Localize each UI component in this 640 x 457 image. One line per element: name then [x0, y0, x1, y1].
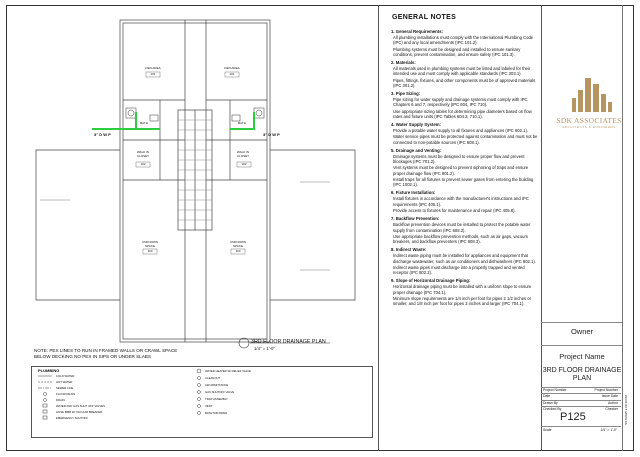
- legend-item: WATER HEATER W/ RELIEF VALVE: [205, 369, 251, 373]
- note-heading: 4. Water Supply System:: [391, 122, 441, 128]
- note-heading: 6. Fixture Installation:: [391, 190, 436, 196]
- legend-header: PLUMBING: [38, 368, 60, 373]
- note-paragraph: Pipes, fittings, fixtures, and other components must be of approved materials (IPC 301.2).: [393, 77, 536, 88]
- drawing-scale: 1/4" = 1'-0": [254, 346, 275, 351]
- note-paragraph: Backflow prevention devices must be installed to protect the potable water supply from contamination (IPC 608.2).: [393, 222, 531, 233]
- note-paragraph: Water service pipes must be protected against contamination and must not be connected to non-potable sources (IPC 608.1).: [393, 134, 538, 145]
- info-row: Date Issue Date: [541, 393, 621, 399]
- legend-item: SEWER LINE: [56, 386, 74, 390]
- note-paragraph: Use appropriate sizing tables for determining pipe diameters based on flow rates and fixture units (IPC Tables 604.3, 710.1).: [393, 108, 532, 119]
- room-number: 103: [147, 249, 153, 253]
- note-heading: 7. Backflow Prevention:: [391, 216, 440, 222]
- note-paragraph: Provide access to fixtures for maintenance and repair (IPC 405.8).: [393, 207, 516, 213]
- note-heading: 2. Materials:: [391, 60, 416, 66]
- notes-divider: [378, 5, 379, 451]
- owner-name: Owner: [570, 327, 594, 336]
- room-label: DEN AREA: [224, 66, 240, 70]
- title-divider: [541, 322, 622, 323]
- note-paragraph: Use appropriate backflow prevention methods, such as air gaps, vacuum breakers, and backflow preventers (IPC 608.3).: [393, 233, 529, 244]
- pipe-size-label-right: 3" D W P: [263, 132, 280, 137]
- note-paragraph: Plumbing systems must be designed and installed to ensure sanitary conditions, prevent contamination, and ensure safety (IPC 101.3).: [393, 46, 521, 57]
- room-label: BATH: [140, 121, 148, 125]
- note-paragraph: Pipe sizing for water supply and drainage systems must comply with IPC Chapters 6 and 7, respectively (IPC 604, IPC 710).: [393, 97, 528, 108]
- title-info-table: [541, 387, 621, 412]
- room-number: 101: [229, 72, 235, 76]
- note-paragraph: Indirect waste piping must be installed for appliances and equipment that discharge wastewater, such as air conditioners and dishwashers (IPC 802.1).: [393, 253, 536, 264]
- note-paragraph: Horizontal drainage piping must be installed with a uniform slope to ensure proper drainage (IPC 704.1).: [393, 284, 532, 295]
- legend-item: BATHTUB DRAIN: [205, 411, 228, 415]
- legend-item: AIR ADMITTANCE: [205, 383, 229, 387]
- note-heading: 1. General Requirements:: [391, 29, 444, 34]
- info-row: Checked By Checker: [541, 406, 621, 412]
- note-paragraph: Vent systems must be designed to prevent siphoning of traps and ensure proper drainage flow (IPC 901.2).: [393, 165, 529, 176]
- room-number: 103: [235, 249, 241, 253]
- room-label: BATH: [238, 121, 246, 125]
- legend-item: GAS SHUTOFF VALVE: [205, 390, 235, 394]
- note-heading: 9. Slope of Horizontal Drainage Piping:: [391, 278, 471, 284]
- note-paragraph: All plumbing installations must comply with the International Plumbing Code (IPC) and any local amendments (IPC 101.2).: [393, 35, 534, 46]
- pipe-size-label-left: 3" D W P: [94, 132, 111, 137]
- general-notes: [382, 26, 540, 431]
- company-name: SDK ASSOCIATES: [556, 116, 622, 125]
- room-label: WALK IN CLOSET: [136, 150, 150, 158]
- note-paragraph: Indirect waste pipes must discharge into a properly trapped and vented receptor (IPC 802.2).: [393, 264, 525, 275]
- room-label: DEN AREA: [145, 66, 161, 70]
- room-number: 102: [241, 162, 247, 166]
- legend-item: TRAP ASSEMBLY: [205, 397, 228, 401]
- room-label: UNKNOWN SPACE: [230, 240, 246, 248]
- info-row: Project Number Project Number: [541, 387, 621, 393]
- legend-item: CLEANOUT: [205, 376, 221, 380]
- general-notes-title: GENERAL NOTES: [392, 14, 457, 21]
- room-number: 101: [150, 72, 156, 76]
- legend-item: COLD WATER: [56, 374, 75, 378]
- legend-item: HOT WATER: [56, 380, 73, 384]
- legend-item: VENT: [205, 404, 213, 408]
- note-paragraph: Drainage systems must be designed to ensure proper flow and prevent blockages (IPC 701.2).: [393, 154, 525, 165]
- plumbing-legend: [31, 366, 373, 438]
- sheet-title: 3RD FLOOR DRAINAGE PLAN: [542, 367, 622, 382]
- legend-item: FLOOR DRAIN: [56, 392, 76, 396]
- print-timestamp: 5/17/2025 1:00:40 PM: [624, 395, 628, 425]
- drawing-title: 3RD FLOOR DRAINAGE PLAN: [251, 339, 326, 345]
- note-heading: 8. Indirect Waste:: [391, 247, 427, 253]
- note-heading: 5. Drainage and Venting:: [391, 147, 442, 153]
- sheet-number: P125: [560, 411, 586, 423]
- note-paragraph: Minimum slope requirements are 1/4 inch per foot for pipes 2 1/2 inches or smaller, and 1/8 inch per foot for pipes 3 inches and larger (IPC 704.1).: [393, 295, 532, 306]
- room-number: 102: [140, 162, 146, 166]
- info-row: Drawn By Author: [541, 400, 621, 406]
- company-tagline: ARCHITECTS & ENGINEERS: [562, 125, 616, 129]
- note-paragraph: All materials used in plumbing systems must be listed and labeled for their intended use and must comply with applicable standards (IPC 303.1).: [393, 66, 531, 77]
- scale-row: Scale 1/4" = 1'-0": [541, 426, 621, 433]
- legend-item: HOSE BIBB W/ VACUUM BREAKER: [56, 410, 103, 414]
- note-paragraph: Install traps for all fixtures to prevent sewer gases from entering the building (IPC 1002.1).: [393, 176, 534, 188]
- note-paragraph: Provide a potable water supply to all fixtures and appliances (IPC 602.1).: [393, 128, 529, 134]
- note-heading: 3. Pipe Sizing:: [391, 91, 421, 97]
- room-label: WALK IN CLOSET: [236, 150, 250, 158]
- legend-item: DRAIN: [56, 398, 65, 402]
- border-line: [622, 5, 623, 451]
- legend-item: EMERGENCY SHUTOFF: [56, 416, 88, 420]
- project-name: Project Name: [559, 352, 605, 361]
- room-label: UNKNOWN SPACE: [142, 240, 158, 248]
- legend-item: WATER AND GAS SHUT OFF VALVES: [56, 404, 105, 408]
- pex-note: NOTE: PEX LINES TO RUN IN FRAMED WALLS OR CRAWL SPACE BELOW DECKING NO PEX IN SIPS OR UNDER SLABS: [34, 348, 178, 359]
- title-divider: [541, 345, 622, 346]
- note-paragraph: Install fixtures in accordance with the manufacturer's instructions and IPC requirements (IPC 405.1).: [393, 196, 529, 207]
